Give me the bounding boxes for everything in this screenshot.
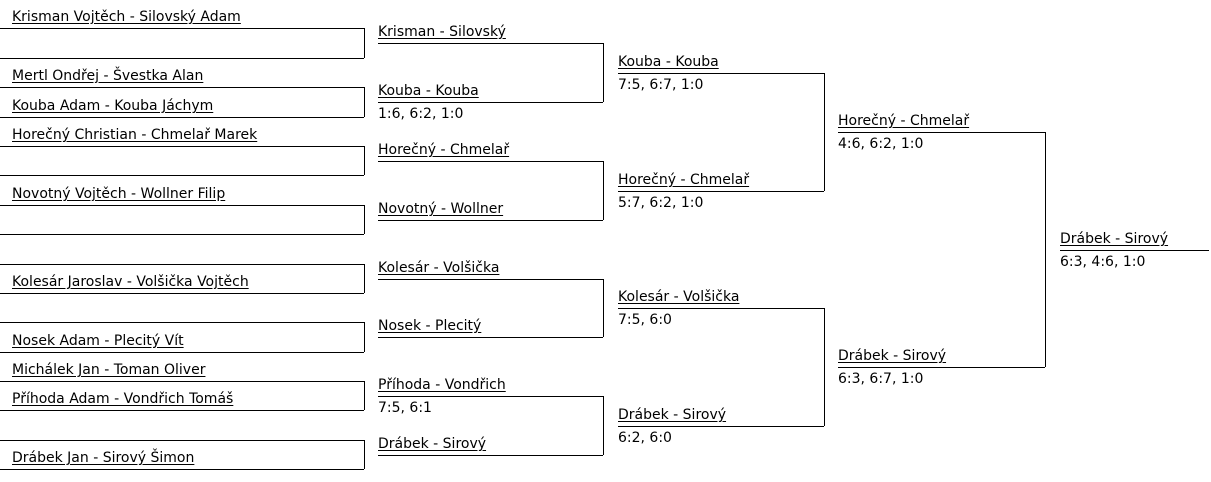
bracket-line (0, 381, 364, 382)
match-team-name[interactable]: Kouba Adam - Kouba Jáchym (12, 98, 214, 114)
bracket-connector (603, 396, 604, 455)
match-team-name[interactable]: Příhoda Adam - Vondřich Tomáš (12, 391, 234, 407)
bracket-connector (603, 161, 604, 220)
match-team-name[interactable]: Krisman - Silovský (378, 24, 506, 40)
bracket-line (618, 426, 824, 427)
bracket-line (618, 73, 824, 74)
bracket-line (378, 279, 603, 280)
bracket-connector (364, 381, 365, 410)
bracket-line (0, 322, 364, 323)
match-team-name[interactable]: Horečný - Chmelař (378, 142, 510, 158)
bracket-line (0, 28, 364, 29)
match-team-name[interactable]: Michálek Jan - Toman Oliver (12, 362, 206, 378)
match-score: 7:5, 6:0 (618, 312, 672, 328)
bracket-line (838, 367, 1045, 368)
bracket-connector (364, 264, 365, 293)
match-score: 6:2, 6:0 (618, 430, 672, 446)
bracket-line (0, 264, 364, 265)
bracket-line (0, 440, 364, 441)
match-team-name[interactable]: Krisman Vojtěch - Silovský Adam (12, 9, 241, 25)
bracket-line (0, 234, 364, 235)
match-score: 6:3, 4:6, 1:0 (1060, 254, 1146, 270)
match-team-name[interactable]: Novotný - Wollner (378, 201, 504, 217)
bracket-connector (364, 28, 365, 58)
match-team-name[interactable]: Kolesár - Volšička (618, 289, 740, 305)
match-team-name[interactable]: Kouba - Kouba (618, 54, 719, 70)
bracket-line (0, 293, 364, 294)
match-team-name[interactable]: Kouba - Kouba (378, 83, 479, 99)
bracket-line (0, 58, 364, 59)
bracket-line (378, 455, 603, 456)
match-score: 7:5, 6:7, 1:0 (618, 77, 704, 93)
match-team-name[interactable]: Horečný - Chmelař (838, 113, 970, 129)
bracket-line (0, 146, 364, 147)
match-team-name[interactable]: Drábek Jan - Sirový Šimon (12, 450, 195, 466)
bracket-line (378, 337, 603, 338)
bracket-connector (603, 279, 604, 337)
match-team-name[interactable]: Drábek - Sirový (378, 436, 487, 452)
bracket-line (838, 132, 1045, 133)
bracket-connector (364, 205, 365, 234)
bracket-line (378, 43, 603, 44)
bracket-connector (364, 440, 365, 469)
bracket-line (0, 205, 364, 206)
match-team-name[interactable]: Kolesár Jaroslav - Volšička Vojtěch (12, 274, 249, 290)
match-team-name[interactable]: Novotný Vojtěch - Wollner Filip (12, 186, 226, 202)
bracket-line (378, 396, 603, 397)
bracket-line (378, 102, 603, 103)
bracket-connector (364, 87, 365, 117)
match-team-name[interactable]: Horečný Christian - Chmelař Marek (12, 127, 258, 143)
match-team-name[interactable]: Drábek - Sirový (618, 407, 727, 423)
bracket-line (378, 220, 603, 221)
match-team-name[interactable]: Horečný - Chmelař (618, 172, 750, 188)
match-score: 1:6, 6:2, 1:0 (378, 106, 464, 122)
match-score: 5:7, 6:2, 1:0 (618, 195, 704, 211)
match-team-name[interactable]: Drábek - Sirový (1060, 231, 1169, 247)
match-team-name[interactable]: Nosek Adam - Plecitý Vít (12, 333, 184, 349)
bracket-connector (824, 73, 825, 191)
bracket-line (1060, 250, 1209, 251)
match-team-name[interactable]: Mertl Ondřej - Švestka Alan (12, 68, 204, 84)
bracket-line (0, 87, 364, 88)
bracket-line (0, 175, 364, 176)
bracket-connector (824, 308, 825, 426)
match-team-name[interactable]: Drábek - Sirový (838, 348, 947, 364)
match-team-name[interactable]: Nosek - Plecitý (378, 318, 482, 334)
match-score: 7:5, 6:1 (378, 400, 432, 416)
bracket-connector (603, 43, 604, 102)
match-score: 6:3, 6:7, 1:0 (838, 371, 924, 387)
match-team-name[interactable]: Kolesár - Volšička (378, 260, 500, 276)
bracket-line (0, 469, 364, 470)
bracket-line (378, 161, 603, 162)
bracket-line (618, 308, 824, 309)
match-score: 4:6, 6:2, 1:0 (838, 136, 924, 152)
bracket-connector (364, 146, 365, 175)
match-team-name[interactable]: Příhoda - Vondřich (378, 377, 506, 393)
bracket-line (0, 117, 364, 118)
bracket-connector (364, 322, 365, 352)
bracket-connector (1045, 132, 1046, 367)
bracket-line (0, 352, 364, 353)
bracket-line (0, 410, 364, 411)
bracket-line (618, 191, 824, 192)
